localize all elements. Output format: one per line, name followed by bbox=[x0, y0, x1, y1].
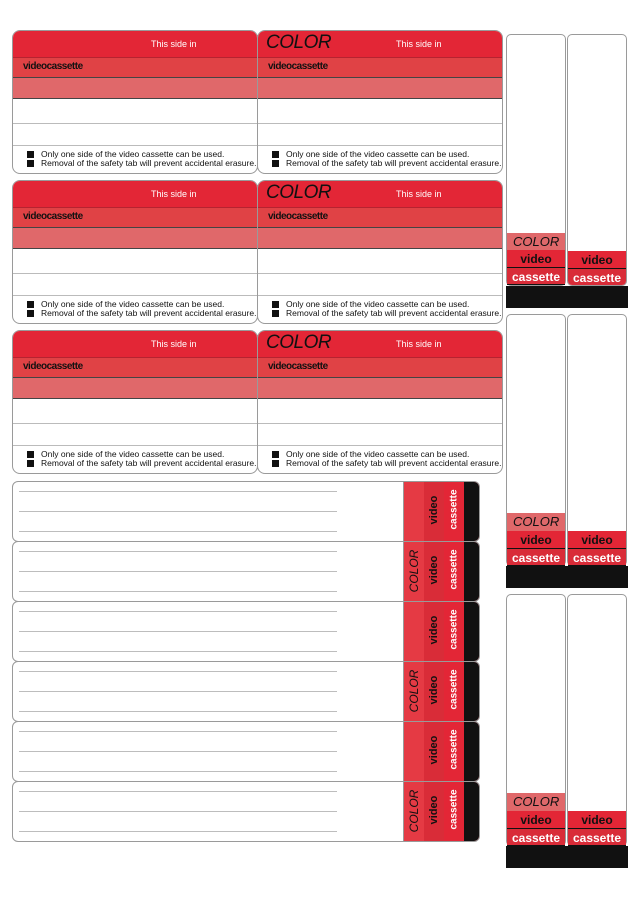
video-text: video bbox=[581, 253, 613, 267]
spine-strip bbox=[12, 541, 480, 602]
brand-text: videocassette bbox=[23, 61, 83, 72]
spine-black-band bbox=[506, 286, 628, 308]
spine-black-band bbox=[506, 846, 628, 868]
label-brand-band bbox=[258, 357, 502, 377]
cassette-label bbox=[257, 330, 503, 474]
tab-cassette-band bbox=[444, 662, 464, 722]
write-line bbox=[19, 671, 337, 672]
tab-video-band bbox=[424, 722, 444, 782]
write-line bbox=[13, 145, 257, 146]
note-safety-tab: Removal of the safety tab will prevent accidental erasure. bbox=[272, 459, 501, 468]
write-line bbox=[19, 591, 337, 592]
color-logo: COLOR bbox=[407, 549, 421, 593]
tab-black-band bbox=[464, 602, 480, 662]
label-row-2 bbox=[12, 180, 504, 324]
label-header-band bbox=[13, 31, 257, 57]
cassette-label bbox=[12, 30, 258, 174]
label-brand-band bbox=[258, 57, 502, 77]
write-line bbox=[13, 273, 257, 274]
tab-color-band bbox=[404, 602, 424, 662]
write-line bbox=[19, 651, 337, 652]
tab-color-band bbox=[404, 722, 424, 782]
spine-tab bbox=[403, 482, 480, 542]
video-text: video bbox=[581, 533, 613, 547]
cassette-text: cassette bbox=[448, 789, 460, 830]
write-line bbox=[19, 691, 337, 692]
spine-tab bbox=[403, 662, 480, 722]
cassette-text: cassette bbox=[511, 551, 561, 565]
label-header-band bbox=[13, 331, 257, 357]
cassette-label bbox=[257, 30, 503, 174]
label-notes bbox=[27, 300, 256, 318]
write-line bbox=[258, 445, 502, 446]
this-side-in-text: This side in bbox=[396, 339, 442, 349]
spine-strip bbox=[12, 781, 480, 842]
label-title-band bbox=[258, 77, 502, 99]
this-side-in-text: This side in bbox=[151, 339, 197, 349]
vertical-spine bbox=[506, 594, 566, 846]
tab-color-band bbox=[404, 662, 424, 722]
write-line bbox=[19, 611, 337, 612]
label-row-3 bbox=[12, 330, 504, 474]
note-one-side: Only one side of the video cassette can be used. bbox=[272, 450, 501, 459]
tab-video-band bbox=[424, 782, 444, 842]
label-row-1 bbox=[12, 30, 504, 174]
label-brand-band bbox=[13, 207, 257, 227]
cassette-label bbox=[257, 180, 503, 324]
label-notes bbox=[27, 150, 256, 168]
vertical-spine bbox=[567, 34, 627, 286]
label-title-band bbox=[258, 227, 502, 249]
tab-video-band bbox=[424, 662, 444, 722]
this-side-in-text: This side in bbox=[151, 189, 197, 199]
write-line bbox=[13, 423, 257, 424]
this-side-in-text: This side in bbox=[396, 39, 442, 49]
label-title-band bbox=[13, 227, 257, 249]
tab-cassette-band bbox=[444, 722, 464, 782]
video-text: video bbox=[428, 555, 440, 585]
spine-tab bbox=[403, 602, 480, 662]
write-line bbox=[258, 295, 502, 296]
write-line bbox=[19, 831, 337, 832]
write-line bbox=[19, 551, 337, 552]
tab-black-band bbox=[464, 782, 480, 842]
video-text: video bbox=[428, 675, 440, 705]
vertical-spine bbox=[506, 34, 566, 286]
color-logo: COLOR bbox=[266, 182, 332, 203]
spine-strip bbox=[12, 601, 480, 662]
note-one-side: Only one side of the video cassette can be used. bbox=[27, 450, 256, 459]
spine-cassette-band bbox=[507, 548, 565, 566]
this-side-in-text: This side in bbox=[151, 39, 197, 49]
spine-video-band bbox=[568, 531, 626, 549]
vertical-spine bbox=[567, 314, 627, 566]
brand-text: videocassette bbox=[268, 61, 328, 72]
cassette-text: cassette bbox=[448, 489, 460, 530]
tab-black-band bbox=[464, 662, 480, 722]
write-line bbox=[19, 811, 337, 812]
cassette-text: cassette bbox=[511, 831, 561, 845]
note-safety-tab: Removal of the safety tab will prevent accidental erasure. bbox=[27, 159, 256, 168]
brand-text: videocassette bbox=[23, 361, 83, 372]
label-notes bbox=[272, 150, 501, 168]
spine-video-band bbox=[507, 250, 565, 268]
write-line bbox=[13, 445, 257, 446]
cassette-label bbox=[12, 180, 258, 324]
label-title-band bbox=[13, 77, 257, 99]
label-header-band bbox=[13, 181, 257, 207]
brand-text: videocassette bbox=[23, 211, 83, 222]
spine-color-band bbox=[507, 793, 565, 812]
cassette-text: cassette bbox=[572, 271, 622, 285]
brand-text: videocassette bbox=[268, 361, 328, 372]
label-brand-band bbox=[13, 357, 257, 377]
tab-black-band bbox=[464, 722, 480, 782]
write-line bbox=[19, 571, 337, 572]
label-notes bbox=[272, 450, 501, 468]
tab-cassette-band bbox=[444, 542, 464, 602]
note-safety-tab: Removal of the safety tab will prevent accidental erasure. bbox=[27, 309, 256, 318]
cassette-text: cassette bbox=[572, 831, 622, 845]
color-logo: COLOR bbox=[513, 514, 560, 529]
note-one-side: Only one side of the video cassette can be used. bbox=[27, 300, 256, 309]
color-logo: COLOR bbox=[407, 789, 421, 833]
video-text: video bbox=[428, 735, 440, 765]
spine-cassette-band bbox=[507, 828, 565, 846]
cassette-text: cassette bbox=[448, 669, 460, 710]
tab-black-band bbox=[464, 482, 480, 542]
spine-tab bbox=[403, 722, 480, 782]
color-logo: COLOR bbox=[513, 234, 560, 249]
label-notes bbox=[27, 450, 256, 468]
label-header-band bbox=[258, 181, 502, 207]
tab-cassette-band bbox=[444, 602, 464, 662]
write-line bbox=[19, 771, 337, 772]
spine-video-band bbox=[507, 811, 565, 829]
spine-color-band bbox=[507, 513, 565, 532]
video-text: video bbox=[520, 252, 552, 266]
write-line bbox=[258, 423, 502, 424]
write-line bbox=[258, 123, 502, 124]
cassette-text: cassette bbox=[572, 551, 622, 565]
write-line bbox=[19, 731, 337, 732]
write-line bbox=[258, 273, 502, 274]
spine-strip bbox=[12, 481, 480, 542]
tab-color-band bbox=[404, 782, 424, 842]
note-safety-tab: Removal of the safety tab will prevent accidental erasure. bbox=[272, 159, 501, 168]
tab-color-band bbox=[404, 542, 424, 602]
vertical-spine bbox=[567, 594, 627, 846]
write-line bbox=[13, 295, 257, 296]
write-line bbox=[19, 711, 337, 712]
color-logo: COLOR bbox=[266, 332, 332, 353]
write-line bbox=[19, 511, 337, 512]
note-one-side: Only one side of the video cassette can be used. bbox=[27, 150, 256, 159]
spine-cassette-band bbox=[507, 267, 565, 285]
write-line bbox=[258, 145, 502, 146]
video-text: video bbox=[428, 495, 440, 525]
tab-video-band bbox=[424, 482, 444, 542]
video-text: video bbox=[428, 615, 440, 645]
spine-video-band bbox=[568, 811, 626, 829]
tab-video-band bbox=[424, 602, 444, 662]
tab-cassette-band bbox=[444, 782, 464, 842]
label-title-band bbox=[13, 377, 257, 399]
cassette-text: cassette bbox=[448, 609, 460, 650]
spine-black-band bbox=[506, 566, 628, 588]
label-notes bbox=[272, 300, 501, 318]
video-text: video bbox=[581, 813, 613, 827]
this-side-in-text: This side in bbox=[396, 189, 442, 199]
note-safety-tab: Removal of the safety tab will prevent accidental erasure. bbox=[272, 309, 501, 318]
spine-cassette-band bbox=[568, 548, 626, 566]
write-line bbox=[19, 631, 337, 632]
spine-strip bbox=[12, 721, 480, 782]
label-header-band bbox=[258, 331, 502, 357]
label-header-band bbox=[258, 31, 502, 57]
label-brand-band bbox=[258, 207, 502, 227]
spine-cassette-band bbox=[568, 268, 626, 286]
spine-tab bbox=[403, 782, 480, 842]
video-text: video bbox=[520, 533, 552, 547]
cassette-text: cassette bbox=[448, 549, 460, 590]
spine-video-band bbox=[507, 531, 565, 549]
spine-strip bbox=[12, 661, 480, 722]
write-line bbox=[19, 531, 337, 532]
cassette-label bbox=[12, 330, 258, 474]
cassette-text: cassette bbox=[448, 729, 460, 770]
brand-text: videocassette bbox=[268, 211, 328, 222]
write-line bbox=[19, 751, 337, 752]
color-logo: COLOR bbox=[513, 794, 560, 809]
tab-cassette-band bbox=[444, 482, 464, 542]
video-text: video bbox=[428, 795, 440, 825]
tab-black-band bbox=[464, 542, 480, 602]
tab-color-band bbox=[404, 482, 424, 542]
video-text: video bbox=[520, 813, 552, 827]
color-logo: COLOR bbox=[407, 669, 421, 713]
tab-video-band bbox=[424, 542, 444, 602]
spine-tab bbox=[403, 542, 480, 602]
write-line bbox=[13, 123, 257, 124]
write-line bbox=[19, 791, 337, 792]
cassette-text: cassette bbox=[511, 270, 561, 284]
note-one-side: Only one side of the video cassette can be used. bbox=[272, 300, 501, 309]
label-title-band bbox=[258, 377, 502, 399]
note-one-side: Only one side of the video cassette can be used. bbox=[272, 150, 501, 159]
vertical-spine bbox=[506, 314, 566, 566]
spine-video-band bbox=[568, 251, 626, 269]
label-brand-band bbox=[13, 57, 257, 77]
color-logo: COLOR bbox=[266, 32, 332, 53]
write-line bbox=[19, 491, 337, 492]
spine-cassette-band bbox=[568, 828, 626, 846]
note-safety-tab: Removal of the safety tab will prevent accidental erasure. bbox=[27, 459, 256, 468]
